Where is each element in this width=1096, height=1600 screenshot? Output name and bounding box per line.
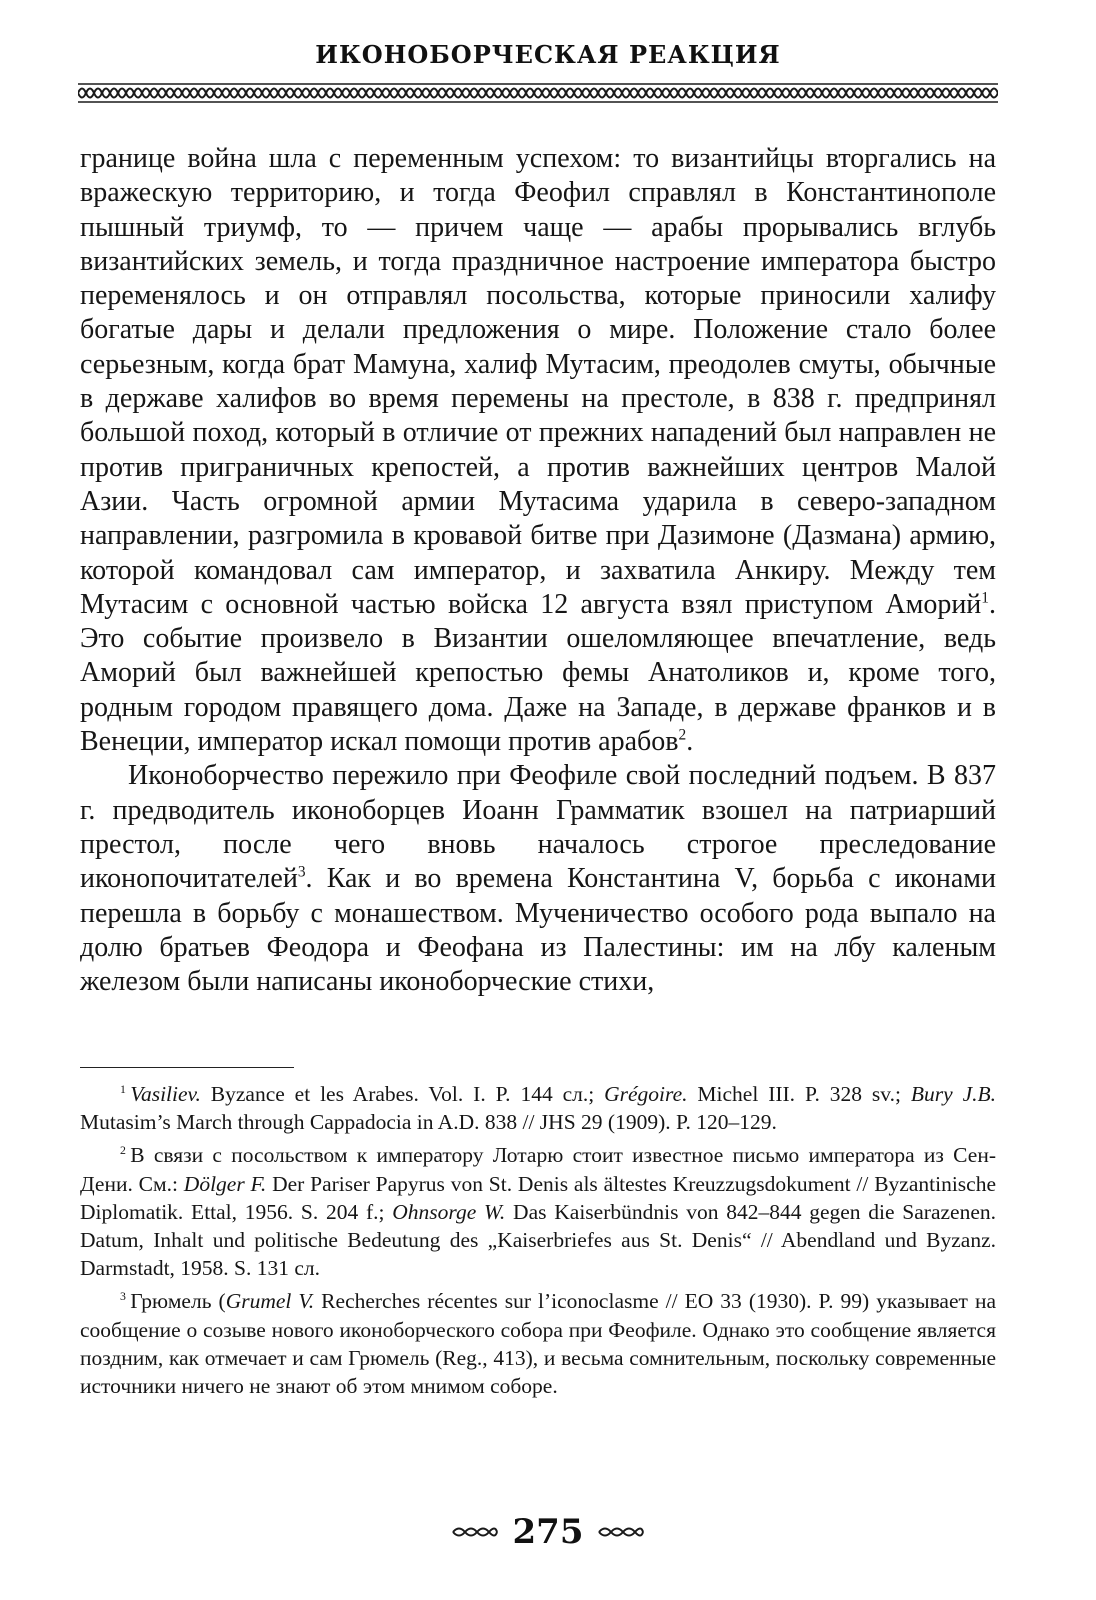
footnote-text-run: Grumel V. [225,1289,315,1314]
footnote-separator [80,1067,294,1068]
page-number: 275 [512,1512,584,1552]
footnote-text-run: Michel III. P. 328 sv.; [687,1082,911,1106]
body-paragraph [80,142,996,759]
footnotes [80,1080,996,1405]
main-text [80,142,996,999]
text-run: . Как и во времена Константина V, борьба с иконами перешла в борьбу с монашеством. Мученичество особого рода выпало на долю братьев Феодора и Феофана из Палестины: им на лбу каленым железом были написаны иконоборческие стихи, [80,863,996,998]
footnote [80,1141,996,1282]
footnote-text-run: В связи с посольством к императору Лотарю стоит известное письмо императора из Сен-Дени. См.: [80,1143,996,1196]
footnote-text-run: Der Pariser Papyrus von St. Denis als ältestes Kreuzzugsdokument // Byzantinische Diplomatik. Ettal, 1956. S. 204 f.; [80,1171,996,1224]
page-folio [0,1512,1096,1552]
footnote-text-run: Grégoire. [604,1082,688,1106]
footnote-number: 3 [120,1289,126,1304]
footnote-text-run: Ohnsorge W. [392,1199,506,1224]
footnote-text-run: Das Kaiserbündnis von 842–844 gegen die Sarazenen. Datum, Inhalt und politische Bedeutung des „Kaiserbriefes aus St. Denis“ // Abendland und Byzanz. Darmstadt, 1958. S. 131 сл. [80,1199,996,1281]
footnote-text-run: Recherches récentes sur l’iconoclasme // EO 33 (1930). P. 99) указывает на сообщение о созыве нового иконоборческого собора при Феофиле. Однако это сообщение является поздним, как отмечает и сам Грюмель (Reg., 413), и весьма сомнительным, поскольку современные источники ничего не знают об этом мнимом соборе. [80,1289,996,1399]
footnote-reference: 1 [981,589,989,607]
footnote-text-run: Mutasim’s March through Cappadocia in A.D. 838 // JHS 29 (1909). P. 120–129. [80,1110,777,1135]
text-run: границе война шла с переменным успехом: то византийцы вторгались на вражескую территорию, и тогда Феофил справлял в Константинополе пышный триумф, то — причем чаще — арабы прорывались вглубь византийских земель, и тогда праздничное настроение императора быстро переменялось и он отправлял посольства, которые приносили халифу богатые дары и делали предложения о мире. Положение стало более серьезным, когда брат Мамуна, халиф Мутасим, преодолев смуты, обычные в державе халифов во время перемены на престоле, в 838 г. предпринял большой поход, который в отличие от прежних нападений был направлен не против приграничных крепостей, а против важнейших центров Малой Азии. Часть огромной армии Мутасима ударила в северо-западном направлении, разгромила в кровавой битве при Дазимоне (Дазмана) армию, которой командовал сам император, и захватила Анкиру. Между тем Мутасим с основной частью войска 12 августа взял приступом Аморий [80,143,996,620]
body-paragraph [80,759,996,999]
folio-ornament-right [597,1524,645,1540]
text-run: Иконоборчество пережило при Феофиле свой последний подъем. В 837 г. предводитель иконоборцев Иоанн Грамматик взошел на патриарший престол, после чего вновь началось строгое преследование иконопочитателей [80,760,996,895]
footnote-text-run: Byzance et les Arabes. Vol. I. P. 144 сл.; [200,1082,605,1106]
footnote-number: 1 [120,1081,126,1096]
footnote-text-run: Dölger F. [183,1171,267,1196]
footnote-text-run: Bury J.B. [910,1082,997,1106]
footnote-text-run: Грюмель ( [130,1289,226,1314]
running-head: ИКОНОБОРЧЕСКАЯ РЕАКЦИЯ [315,40,781,69]
header-ornament-band [78,82,998,104]
footnote-reference: 3 [297,863,306,881]
text-run: . Это событие произвело в Византии ошеломляющее впечатление, ведь Аморий был важнейшей крепостью фемы Анатоликов и, кроме того, родным городом правящего дома. Даже на Западе, в державе франков и в Венеции, император искал помощи против арабов [80,588,996,758]
footnote-reference: 2 [678,726,687,744]
footnote-number: 2 [120,1143,126,1158]
footnote [80,1287,996,1400]
footnote-text-run: Vasiliev. [130,1082,201,1106]
folio-ornament-left [451,1524,499,1540]
footnote [80,1080,996,1136]
text-run: . [686,726,694,758]
